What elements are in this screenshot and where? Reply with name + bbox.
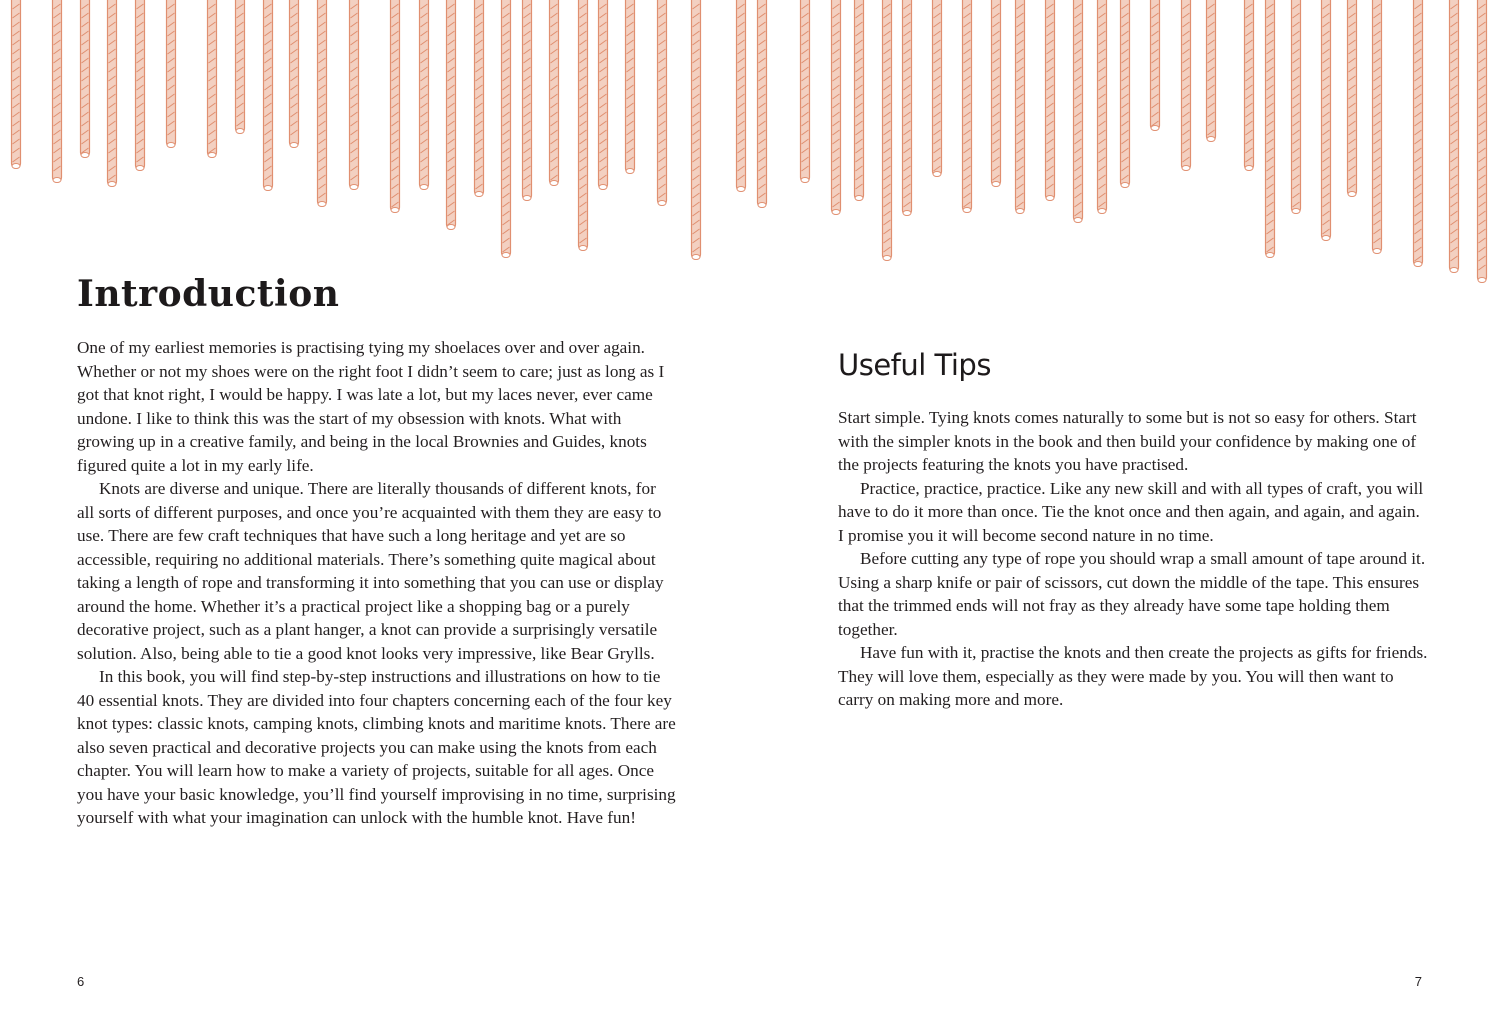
rope-strand (136, 0, 145, 171)
rope-strand (1182, 0, 1191, 171)
rope-strand (855, 0, 864, 201)
introduction-body (77, 336, 677, 830)
rope-strand (318, 0, 327, 207)
rope-strand (1373, 0, 1382, 254)
rope-strand (758, 0, 767, 208)
rope-strand (350, 0, 359, 190)
rope-strand (108, 0, 117, 187)
rope-strand (208, 0, 217, 158)
rope-strand (933, 0, 942, 177)
rope-strand (1245, 0, 1254, 171)
rope-strand (523, 0, 532, 201)
rope-strand (579, 0, 588, 251)
rope-strand (599, 0, 608, 190)
rope-strand (1046, 0, 1055, 201)
rope-strand (692, 0, 701, 260)
rope-strand (167, 0, 176, 148)
rope-strand (264, 0, 273, 191)
intro-paragraph-1: One of my earliest memories is practising tying my shoelaces over and over again. Whether or not my shoes were on the right foot I didn’t seem to care; just as long as I got that knot right, I would be happy. I was late a lot, but my laces never, ever came undone. I like to think this was the start of my obsession with knots. What with growing up in a creative family, and being in the local Brownies and Guides, knots figured quite a lot in my early life. (77, 338, 665, 475)
rope-strand (992, 0, 1001, 187)
rope-strand (1292, 0, 1301, 214)
rope-strand (801, 0, 810, 183)
rope-strand (290, 0, 299, 148)
page-number-left: 6 (77, 974, 85, 989)
useful-tips-body (838, 406, 1428, 712)
rope-strand (1478, 0, 1487, 283)
rope-strand (883, 0, 892, 261)
rope-strand (12, 0, 21, 169)
rope-strand (963, 0, 972, 213)
page-number-right: 7 (1414, 974, 1422, 989)
intro-paragraph-3: In this book, you will find step-by-step instructions and illustrations on how to tie 40 essential knots. They are divided into four chapters concerning each of the four key knot types: classic knots, camping knots, climbing knots and maritime knots. There are also seven practical and decorative projects you can make using the knots from each chapter. You will learn how to make a variety of projects, suitable for all ages. Once you have your basic knowledge, you’ll find yourself improvising in no time, surprising yourself with what your imagination can unlock with the humble knot. Have fun! (77, 667, 676, 827)
rope-strand (236, 0, 245, 134)
rope-strand (626, 0, 635, 174)
rope-strand (1151, 0, 1160, 131)
rope-strand (1322, 0, 1331, 241)
rope-strand (475, 0, 484, 197)
rope-strand (832, 0, 841, 215)
rope-strand (550, 0, 559, 186)
rope-strand (1207, 0, 1216, 142)
hanging-ropes-illustration (0, 0, 1500, 300)
rope-strand (502, 0, 511, 258)
tips-paragraph-4: Have fun with it, practise the knots and then create the projects as gifts for friends. They will love them, especially as they were made by you. You will then want to carry on making more and more. (838, 643, 1428, 709)
rope-strand (1450, 0, 1459, 273)
rope-strand (903, 0, 912, 216)
rope-strand (737, 0, 746, 192)
tips-paragraph-3: Before cutting any type of rope you should wrap a small amount of tape around it. Using a sharp knife or pair of scissors, cut down the middle of the tape. This ensures that the trimmed ends will not fray as they already have some tape holding them together. (838, 549, 1426, 639)
rope-strand (447, 0, 456, 230)
rope-strand (420, 0, 429, 190)
rope-strand (1266, 0, 1275, 258)
rope-strand (81, 0, 90, 158)
rope-strand (1348, 0, 1357, 197)
rope-strand (53, 0, 62, 183)
intro-paragraph-2: Knots are diverse and unique. There are literally thousands of different knots, for all sorts of different purposes, and once you’re acquainted with them they are easy to use. There are few craft techniques that have such a long heritage and yet are so accessible, requiring no additional materials. There’s something quite magical about taking a length of rope and transforming it into something that you can use or display around the home. Whether it’s a practical project like a shopping bag or a purely decorative project, such as a plant hanger, a knot can provide a surprisingly versatile solution. Also, being able to tie a good knot looks very impressive, like Bear Grylls. (77, 479, 664, 663)
rope-strand (1074, 0, 1083, 223)
tips-paragraph-2: Practice, practice, practice. Like any new skill and with all types of craft, you will have to do it more than once. Tie the knot once and then again, and again, and again. I promise you it will become second nature in no time. (838, 478, 1424, 545)
tips-paragraph-1: Start simple. Tying knots comes naturally to some but is not so easy for others. Start with the simpler knots in the book and then build your confidence by making one of the projects featuring the knots you have practised. (838, 408, 1417, 474)
rope-strand (1098, 0, 1107, 214)
rope-strand (1016, 0, 1025, 214)
rope-strand (1414, 0, 1423, 267)
rope-strand (658, 0, 667, 206)
useful-tips-heading: Useful Tips (838, 348, 991, 382)
introduction-heading: Introduction (77, 273, 340, 315)
rope-strand (1121, 0, 1130, 188)
rope-strand (391, 0, 400, 213)
